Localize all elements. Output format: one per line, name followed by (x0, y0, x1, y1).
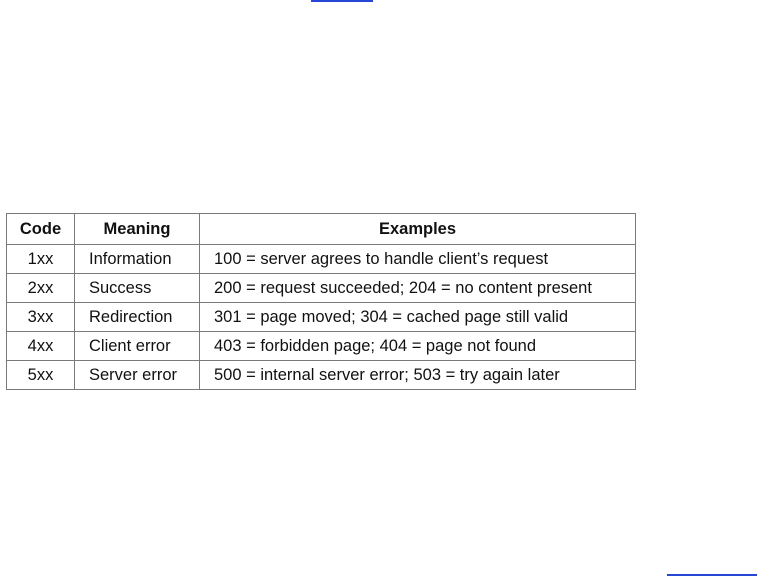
cell-code: 3xx (7, 303, 75, 332)
table-row (7, 332, 636, 361)
header-examples: Examples (200, 214, 636, 245)
cell-examples (200, 332, 636, 361)
cell-code: 1xx (7, 245, 75, 274)
examples-text: 500 = internal server error; 503 = try again later (214, 366, 560, 384)
cell-examples (200, 245, 636, 274)
table-row (7, 303, 636, 332)
table-row (7, 274, 636, 303)
examples-text: 301 = page moved; 304 = cached page still valid (214, 308, 569, 326)
header-meaning: Meaning (75, 214, 200, 245)
cell-examples (200, 303, 636, 332)
header-code: Code (7, 214, 75, 245)
examples-text: 100 = server agrees to handle client’s request (214, 250, 549, 268)
table-row (7, 245, 636, 274)
cell-meaning (75, 245, 200, 274)
meaning-text: Success (89, 279, 152, 297)
meaning-text: Client error (89, 337, 171, 355)
examples-text: 200 = request succeeded; 204 = no content present (214, 279, 592, 297)
cell-meaning (75, 274, 200, 303)
cell-meaning (75, 332, 200, 361)
cell-code: 2xx (7, 274, 75, 303)
meaning-text: Redirection (89, 308, 173, 326)
table-row (7, 361, 636, 390)
table-header-row (7, 214, 636, 245)
cell-code: 4xx (7, 332, 75, 361)
meaning-text: Information (89, 250, 172, 268)
http-status-code-table (6, 213, 636, 390)
cell-meaning (75, 303, 200, 332)
cell-meaning (75, 361, 200, 390)
cell-code: 5xx (7, 361, 75, 390)
top-navigation-link[interactable] (311, 0, 373, 2)
cell-examples (200, 274, 636, 303)
examples-text: 403 = forbidden page; 404 = page not found (214, 337, 537, 355)
meaning-text: Server error (89, 366, 178, 384)
cell-examples (200, 361, 636, 390)
